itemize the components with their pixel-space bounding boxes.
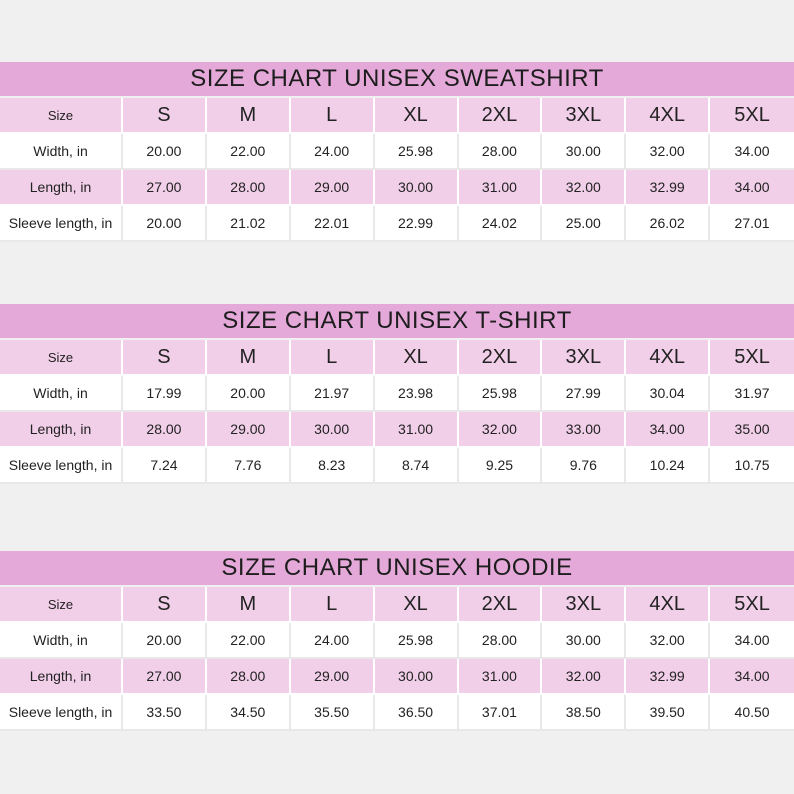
measurement-cell: 32.99 xyxy=(626,659,710,695)
table-row xyxy=(0,448,794,484)
measurement-cell: 32.00 xyxy=(542,170,626,206)
size-header-cell: S xyxy=(123,340,207,376)
row-label: Sleeve length, in xyxy=(0,695,123,731)
size-header-cell: 4XL xyxy=(626,98,710,134)
measurement-cell: 37.01 xyxy=(459,695,543,731)
measurement-cell: 9.76 xyxy=(542,448,626,484)
measurement-cell: 30.00 xyxy=(542,134,626,170)
measurement-cell: 33.00 xyxy=(542,412,626,448)
size-header-cell: 3XL xyxy=(542,98,626,134)
measurement-cell: 34.00 xyxy=(710,659,794,695)
measurement-cell: 8.23 xyxy=(291,448,375,484)
measurement-cell: 32.00 xyxy=(626,134,710,170)
size-header-cell: M xyxy=(207,340,291,376)
table-row xyxy=(0,206,794,242)
measurement-cell: 27.00 xyxy=(123,659,207,695)
measurement-cell: 34.50 xyxy=(207,695,291,731)
measurement-cell: 22.99 xyxy=(375,206,459,242)
size-header-cell: XL xyxy=(375,340,459,376)
measurement-cell: 34.00 xyxy=(626,412,710,448)
size-header-cell: L xyxy=(291,587,375,623)
measurement-cell: 40.50 xyxy=(710,695,794,731)
measurement-cell: 34.00 xyxy=(710,134,794,170)
measurement-cell: 21.97 xyxy=(291,376,375,412)
measurement-cell: 7.24 xyxy=(123,448,207,484)
measurement-cell: 25.98 xyxy=(375,623,459,659)
measurement-cell: 20.00 xyxy=(123,206,207,242)
measurement-cell: 30.04 xyxy=(626,376,710,412)
measurement-cell: 17.99 xyxy=(123,376,207,412)
measurement-cell: 25.98 xyxy=(375,134,459,170)
size-header-cell: S xyxy=(123,98,207,134)
size-chart-1 xyxy=(0,304,794,484)
measurement-cell: 32.00 xyxy=(459,412,543,448)
measurement-cell: 28.00 xyxy=(207,170,291,206)
size-header-label: Size xyxy=(0,98,123,134)
measurement-cell: 32.99 xyxy=(626,170,710,206)
measurement-cell: 26.02 xyxy=(626,206,710,242)
measurement-cell: 20.00 xyxy=(123,623,207,659)
measurement-cell: 30.00 xyxy=(375,659,459,695)
row-label: Width, in xyxy=(0,623,123,659)
measurement-cell: 28.00 xyxy=(459,134,543,170)
measurement-cell: 24.00 xyxy=(291,134,375,170)
size-header-cell: 5XL xyxy=(710,587,794,623)
size-header-cell: 5XL xyxy=(710,98,794,134)
size-header-cell: 3XL xyxy=(542,340,626,376)
size-header-cell: M xyxy=(207,98,291,134)
measurement-cell: 23.98 xyxy=(375,376,459,412)
measurement-cell: 31.00 xyxy=(375,412,459,448)
measurement-cell: 28.00 xyxy=(207,659,291,695)
size-header-cell: 4XL xyxy=(626,340,710,376)
measurement-cell: 10.24 xyxy=(626,448,710,484)
size-chart-2 xyxy=(0,551,794,731)
chart-title: SIZE CHART UNISEX T-SHIRT xyxy=(0,304,794,338)
row-label: Length, in xyxy=(0,170,123,206)
measurement-cell: 22.00 xyxy=(207,623,291,659)
measurement-cell: 32.00 xyxy=(626,623,710,659)
measurement-cell: 28.00 xyxy=(459,623,543,659)
size-header-cell: M xyxy=(207,587,291,623)
measurement-cell: 29.00 xyxy=(291,659,375,695)
measurement-cell: 30.00 xyxy=(542,623,626,659)
header-row xyxy=(0,340,794,376)
row-label: Length, in xyxy=(0,412,123,448)
row-label: Length, in xyxy=(0,659,123,695)
size-header-label: Size xyxy=(0,587,123,623)
measurement-cell: 20.00 xyxy=(207,376,291,412)
measurement-cell: 8.74 xyxy=(375,448,459,484)
table-row xyxy=(0,134,794,170)
measurement-cell: 32.00 xyxy=(542,659,626,695)
size-table xyxy=(0,587,794,731)
measurement-cell: 7.76 xyxy=(207,448,291,484)
table-row xyxy=(0,376,794,412)
table-row xyxy=(0,623,794,659)
measurement-cell: 31.00 xyxy=(459,170,543,206)
measurement-cell: 31.00 xyxy=(459,659,543,695)
size-header-cell: XL xyxy=(375,587,459,623)
size-header-cell: 5XL xyxy=(710,340,794,376)
size-header-cell: 3XL xyxy=(542,587,626,623)
chart-title: SIZE CHART UNISEX HOODIE xyxy=(0,551,794,585)
measurement-cell: 34.00 xyxy=(710,170,794,206)
measurement-cell: 29.00 xyxy=(207,412,291,448)
measurement-cell: 10.75 xyxy=(710,448,794,484)
table-row xyxy=(0,170,794,206)
header-row xyxy=(0,98,794,134)
size-header-cell: L xyxy=(291,340,375,376)
measurement-cell: 22.01 xyxy=(291,206,375,242)
measurement-cell: 9.25 xyxy=(459,448,543,484)
measurement-cell: 28.00 xyxy=(123,412,207,448)
measurement-cell: 30.00 xyxy=(375,170,459,206)
size-table xyxy=(0,340,794,484)
measurement-cell: 33.50 xyxy=(123,695,207,731)
size-header-cell: L xyxy=(291,98,375,134)
row-label: Width, in xyxy=(0,134,123,170)
size-header-cell: 2XL xyxy=(459,340,543,376)
size-header-cell: 2XL xyxy=(459,587,543,623)
measurement-cell: 25.98 xyxy=(459,376,543,412)
measurement-cell: 25.00 xyxy=(542,206,626,242)
measurement-cell: 29.00 xyxy=(291,170,375,206)
measurement-cell: 35.50 xyxy=(291,695,375,731)
size-header-cell: XL xyxy=(375,98,459,134)
table-row xyxy=(0,659,794,695)
measurement-cell: 20.00 xyxy=(123,134,207,170)
measurement-cell: 38.50 xyxy=(542,695,626,731)
measurement-cell: 22.00 xyxy=(207,134,291,170)
size-table xyxy=(0,98,794,242)
measurement-cell: 27.01 xyxy=(710,206,794,242)
measurement-cell: 34.00 xyxy=(710,623,794,659)
size-header-cell: 2XL xyxy=(459,98,543,134)
measurement-cell: 24.00 xyxy=(291,623,375,659)
header-row xyxy=(0,587,794,623)
table-row xyxy=(0,412,794,448)
row-label: Width, in xyxy=(0,376,123,412)
measurement-cell: 36.50 xyxy=(375,695,459,731)
measurement-cell: 30.00 xyxy=(291,412,375,448)
measurement-cell: 21.02 xyxy=(207,206,291,242)
table-row xyxy=(0,695,794,731)
row-label: Sleeve length, in xyxy=(0,448,123,484)
measurement-cell: 31.97 xyxy=(710,376,794,412)
measurement-cell: 27.00 xyxy=(123,170,207,206)
measurement-cell: 39.50 xyxy=(626,695,710,731)
size-header-cell: 4XL xyxy=(626,587,710,623)
chart-title: SIZE CHART UNISEX SWEATSHIRT xyxy=(0,62,794,96)
measurement-cell: 35.00 xyxy=(710,412,794,448)
measurement-cell: 24.02 xyxy=(459,206,543,242)
size-header-label: Size xyxy=(0,340,123,376)
size-chart-0 xyxy=(0,62,794,242)
row-label: Sleeve length, in xyxy=(0,206,123,242)
size-header-cell: S xyxy=(123,587,207,623)
measurement-cell: 27.99 xyxy=(542,376,626,412)
